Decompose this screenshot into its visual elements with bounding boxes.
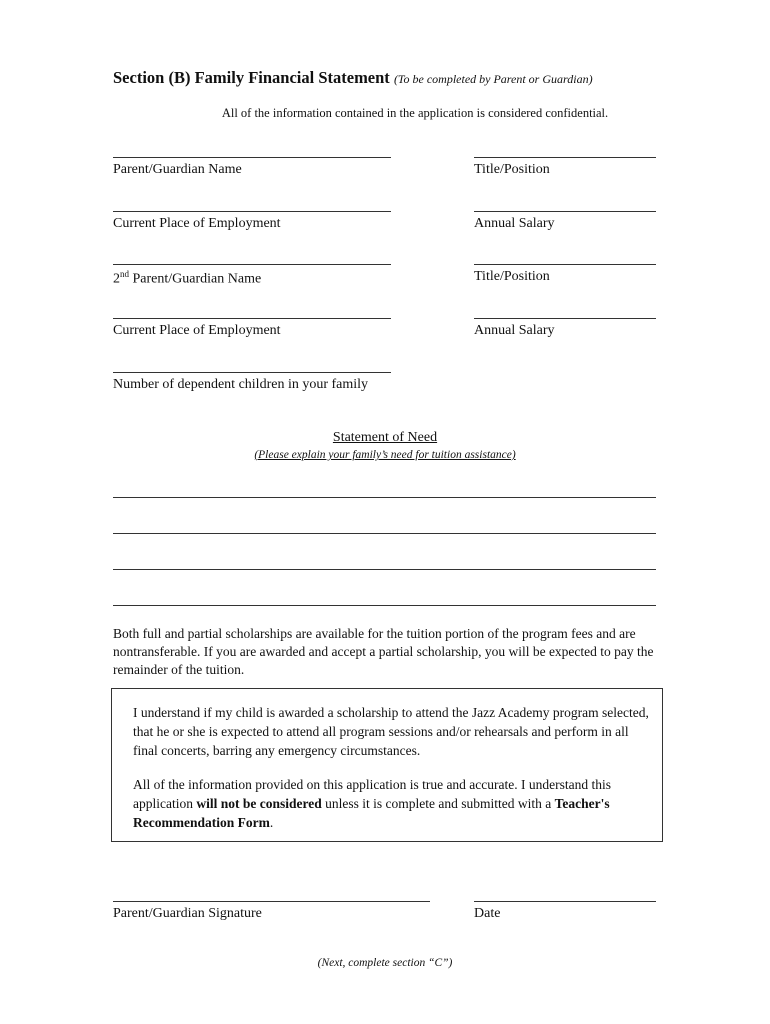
second-sup: nd [120, 269, 129, 279]
signature-line[interactable] [113, 901, 430, 902]
signature-label: Parent/Guardian Signature [113, 906, 262, 921]
dependents-line[interactable] [113, 372, 391, 373]
section-title [113, 68, 593, 88]
parent-name-label: Parent/Guardian Name [113, 162, 242, 177]
agreement-p2-bold: will not be considered [196, 796, 322, 811]
confidential-note: All of the information contained in the application is considered confidential. [221, 106, 609, 120]
second-parent-name-label [113, 269, 261, 288]
second-name-text: Parent/Guardian Name [129, 271, 262, 287]
agreement-paragraph-1: I understand if my child is awarded a scholarship to attend the Jazz Academy program selected, that he or she is expected to attend all program sessions and/or rehearsals and perform in all final concerts, barring any emergency circumstances. [133, 705, 649, 758]
need-subtitle: (Please explain your family’s need for tuition assistance) [254, 449, 516, 461]
title-position-line-1[interactable] [474, 157, 656, 158]
employment-label-1: Current Place of Employment [113, 216, 281, 231]
parent-name-line[interactable] [113, 157, 391, 158]
need-line-2[interactable] [113, 533, 656, 534]
dependents-label: Number of dependent children in your family [113, 377, 369, 392]
need-line-1[interactable] [113, 497, 656, 498]
salary-line-1[interactable] [474, 211, 656, 212]
need-title: Statement of Need [332, 430, 438, 445]
scholarship-paragraph: Both full and partial scholarships are available for the tuition portion of the program fees and are nontransferable. If you are awarded and accept a partial scholarship, you will be expected to pay the remainder of the tuition. [113, 626, 654, 677]
salary-label-2: Annual Salary [474, 323, 555, 338]
date-label: Date [474, 906, 501, 921]
employment-line-2[interactable] [113, 318, 391, 319]
salary-label-1: Annual Salary [474, 216, 555, 231]
need-line-4[interactable] [113, 605, 656, 606]
title-position-line-2[interactable] [474, 264, 656, 265]
need-line-3[interactable] [113, 569, 656, 570]
section-title-text: Section (B) Family Financial Statement [113, 68, 390, 87]
section-title-note: (To be completed by Parent or Guardian) [393, 72, 593, 86]
salary-line-2[interactable] [474, 318, 656, 319]
second-parent-name-line[interactable] [113, 264, 391, 265]
title-position-label-1: Title/Position [474, 162, 550, 177]
title-position-label-2: Title/Position [474, 269, 550, 284]
agreement-paragraph-2 [133, 775, 653, 832]
agreement-p2-c: . [269, 815, 274, 830]
next-section-note: (Next, complete section “C”) [317, 957, 453, 969]
agreement-p2-bold2: Teacher's Recommendation Form [133, 796, 610, 830]
date-line[interactable] [474, 901, 656, 902]
employment-label-2: Current Place of Employment [113, 323, 281, 338]
agreement-p2-b: unless it is complete and submitted with a [321, 796, 555, 811]
second-prefix: 2 [113, 271, 120, 287]
employment-line-1[interactable] [113, 211, 391, 212]
agreement-p2-a: All of the information provided on this application is true and accurate. I understand this application [133, 777, 611, 811]
